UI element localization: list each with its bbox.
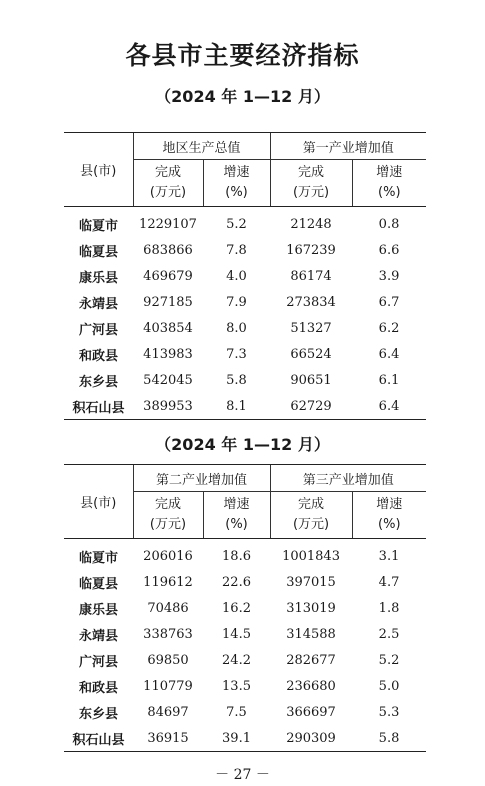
table-row — [64, 647, 426, 673]
table-cell: 206016 — [143, 548, 193, 564]
table-cell: 5.2 — [378, 652, 400, 668]
table-row — [64, 367, 426, 393]
table-cell: 69850 — [147, 652, 189, 668]
table-cell: 18.6 — [222, 548, 251, 564]
table-cell: 1.8 — [378, 600, 400, 616]
row-header: 县(市) — [64, 133, 133, 207]
table-cell: 6.7 — [378, 294, 400, 310]
county-name: 东乡县 — [78, 374, 118, 390]
table-cell: 5.0 — [378, 678, 400, 694]
table-cell: 167239 — [286, 242, 336, 258]
table-cell: 119612 — [143, 574, 193, 590]
table-cell: 14.5 — [222, 626, 251, 642]
group-header: 地区生产总值 — [133, 133, 270, 160]
table-cell: 110779 — [143, 678, 193, 694]
table-cell: 62729 — [270, 393, 352, 420]
table-cell: 13.5 — [222, 678, 251, 694]
table-cell: 7.3 — [226, 346, 247, 362]
column-header: 完成 (万元) — [133, 492, 203, 539]
county-name: 临夏市 — [78, 218, 118, 234]
table-cell: 16.2 — [222, 600, 251, 616]
table-cell: 338763 — [143, 626, 193, 642]
table-cell: 389953 — [133, 393, 203, 420]
table-cell: 0.8 — [378, 216, 400, 232]
table-cell: 469679 — [143, 268, 193, 284]
column-header: 增速 (%) — [203, 492, 270, 539]
table-cell: 397015 — [286, 574, 336, 590]
table-cell: 4.0 — [226, 268, 247, 284]
column-header: 完成 (万元) — [270, 160, 352, 207]
table-cell: 6.6 — [378, 242, 400, 258]
table-row — [64, 569, 426, 595]
table-cell: 542045 — [143, 372, 193, 388]
table-cell: 7.9 — [226, 294, 247, 310]
county-name: 临夏市 — [78, 550, 118, 566]
table-secondary-tertiary — [64, 464, 426, 752]
county-name: 积石山县 — [64, 725, 133, 752]
table-row — [64, 263, 426, 289]
table-cell: 84697 — [147, 704, 189, 720]
column-header: 增速 (%) — [352, 492, 426, 539]
county-name: 积石山县 — [64, 393, 133, 420]
table-cell: 7.5 — [226, 704, 247, 720]
table-row — [64, 621, 426, 647]
table-cell: 90651 — [290, 372, 332, 388]
table-cell: 3.1 — [378, 548, 400, 564]
table-row — [64, 699, 426, 725]
county-name: 永靖县 — [78, 628, 118, 644]
table-cell: 36915 — [133, 725, 203, 752]
table-cell: 8.1 — [203, 393, 270, 420]
county-name: 康乐县 — [78, 270, 118, 286]
table-cell: 86174 — [290, 268, 332, 284]
table-row — [64, 341, 426, 367]
table-cell: 5.8 — [352, 725, 426, 752]
table-row — [64, 673, 426, 699]
county-name: 广河县 — [78, 322, 118, 338]
table-cell: 4.7 — [378, 574, 400, 590]
table-row — [64, 725, 426, 752]
table-cell: 22.6 — [222, 574, 251, 590]
table-cell: 70486 — [147, 600, 189, 616]
group-header: 第三产业增加值 — [270, 465, 426, 492]
table-row — [64, 539, 426, 570]
table-cell: 39.1 — [203, 725, 270, 752]
table2-subtitle: （2024 年 1—12 月） — [155, 435, 330, 454]
county-name: 康乐县 — [78, 602, 118, 618]
table-cell: 683866 — [143, 242, 193, 258]
table-cell: 5.2 — [226, 216, 247, 232]
table-cell: 5.3 — [378, 704, 400, 720]
table-cell: 6.2 — [378, 320, 400, 336]
table-cell: 273834 — [286, 294, 336, 310]
row-header: 县(市) — [64, 465, 133, 539]
table-cell: 927185 — [143, 294, 193, 310]
table-cell: 21248 — [290, 216, 332, 232]
table-cell: 413983 — [143, 346, 193, 362]
column-header: 增速 (%) — [203, 160, 270, 207]
column-header: 完成 (万元) — [270, 492, 352, 539]
county-name: 和政县 — [78, 348, 118, 364]
table-cell: 51327 — [290, 320, 332, 336]
table-cell: 8.0 — [226, 320, 247, 336]
table-cell: 236680 — [286, 678, 336, 694]
table-row — [64, 289, 426, 315]
table-row — [64, 393, 426, 420]
county-name: 永靖县 — [78, 296, 118, 312]
page-number: － 27 － — [215, 767, 270, 783]
table-cell: 290309 — [270, 725, 352, 752]
table-cell: 6.4 — [378, 346, 400, 362]
table-cell: 6.1 — [378, 372, 400, 388]
table-cell: 24.2 — [222, 652, 251, 668]
table-cell: 2.5 — [378, 626, 400, 642]
table-cell: 313019 — [286, 600, 336, 616]
table-cell: 314588 — [286, 626, 336, 642]
county-name: 临夏县 — [78, 576, 118, 592]
table-cell: 5.8 — [226, 372, 247, 388]
table-cell: 1229107 — [139, 216, 197, 232]
table-cell: 282677 — [286, 652, 336, 668]
county-name: 东乡县 — [78, 706, 118, 722]
table-gdp-primary — [64, 132, 426, 420]
table-cell: 7.8 — [226, 242, 247, 258]
county-name: 广河县 — [78, 654, 118, 670]
group-header: 第二产业增加值 — [133, 465, 270, 492]
table1-subtitle: （2024 年 1—12 月） — [155, 87, 330, 106]
table-row — [64, 315, 426, 341]
column-header: 完成 (万元) — [133, 160, 203, 207]
table-cell: 66524 — [290, 346, 332, 362]
table-row — [64, 207, 426, 238]
county-name: 临夏县 — [78, 244, 118, 260]
column-header: 增速 (%) — [352, 160, 426, 207]
group-header: 第一产业增加值 — [270, 133, 426, 160]
page-title: 各县市主要经济指标 — [125, 41, 360, 70]
table-cell: 366697 — [286, 704, 336, 720]
table-cell: 3.9 — [378, 268, 400, 284]
table-row — [64, 595, 426, 621]
table-row — [64, 237, 426, 263]
table-cell: 403854 — [143, 320, 193, 336]
county-name: 和政县 — [78, 680, 118, 696]
table-cell: 6.4 — [352, 393, 426, 420]
table-cell: 1001843 — [282, 548, 340, 564]
